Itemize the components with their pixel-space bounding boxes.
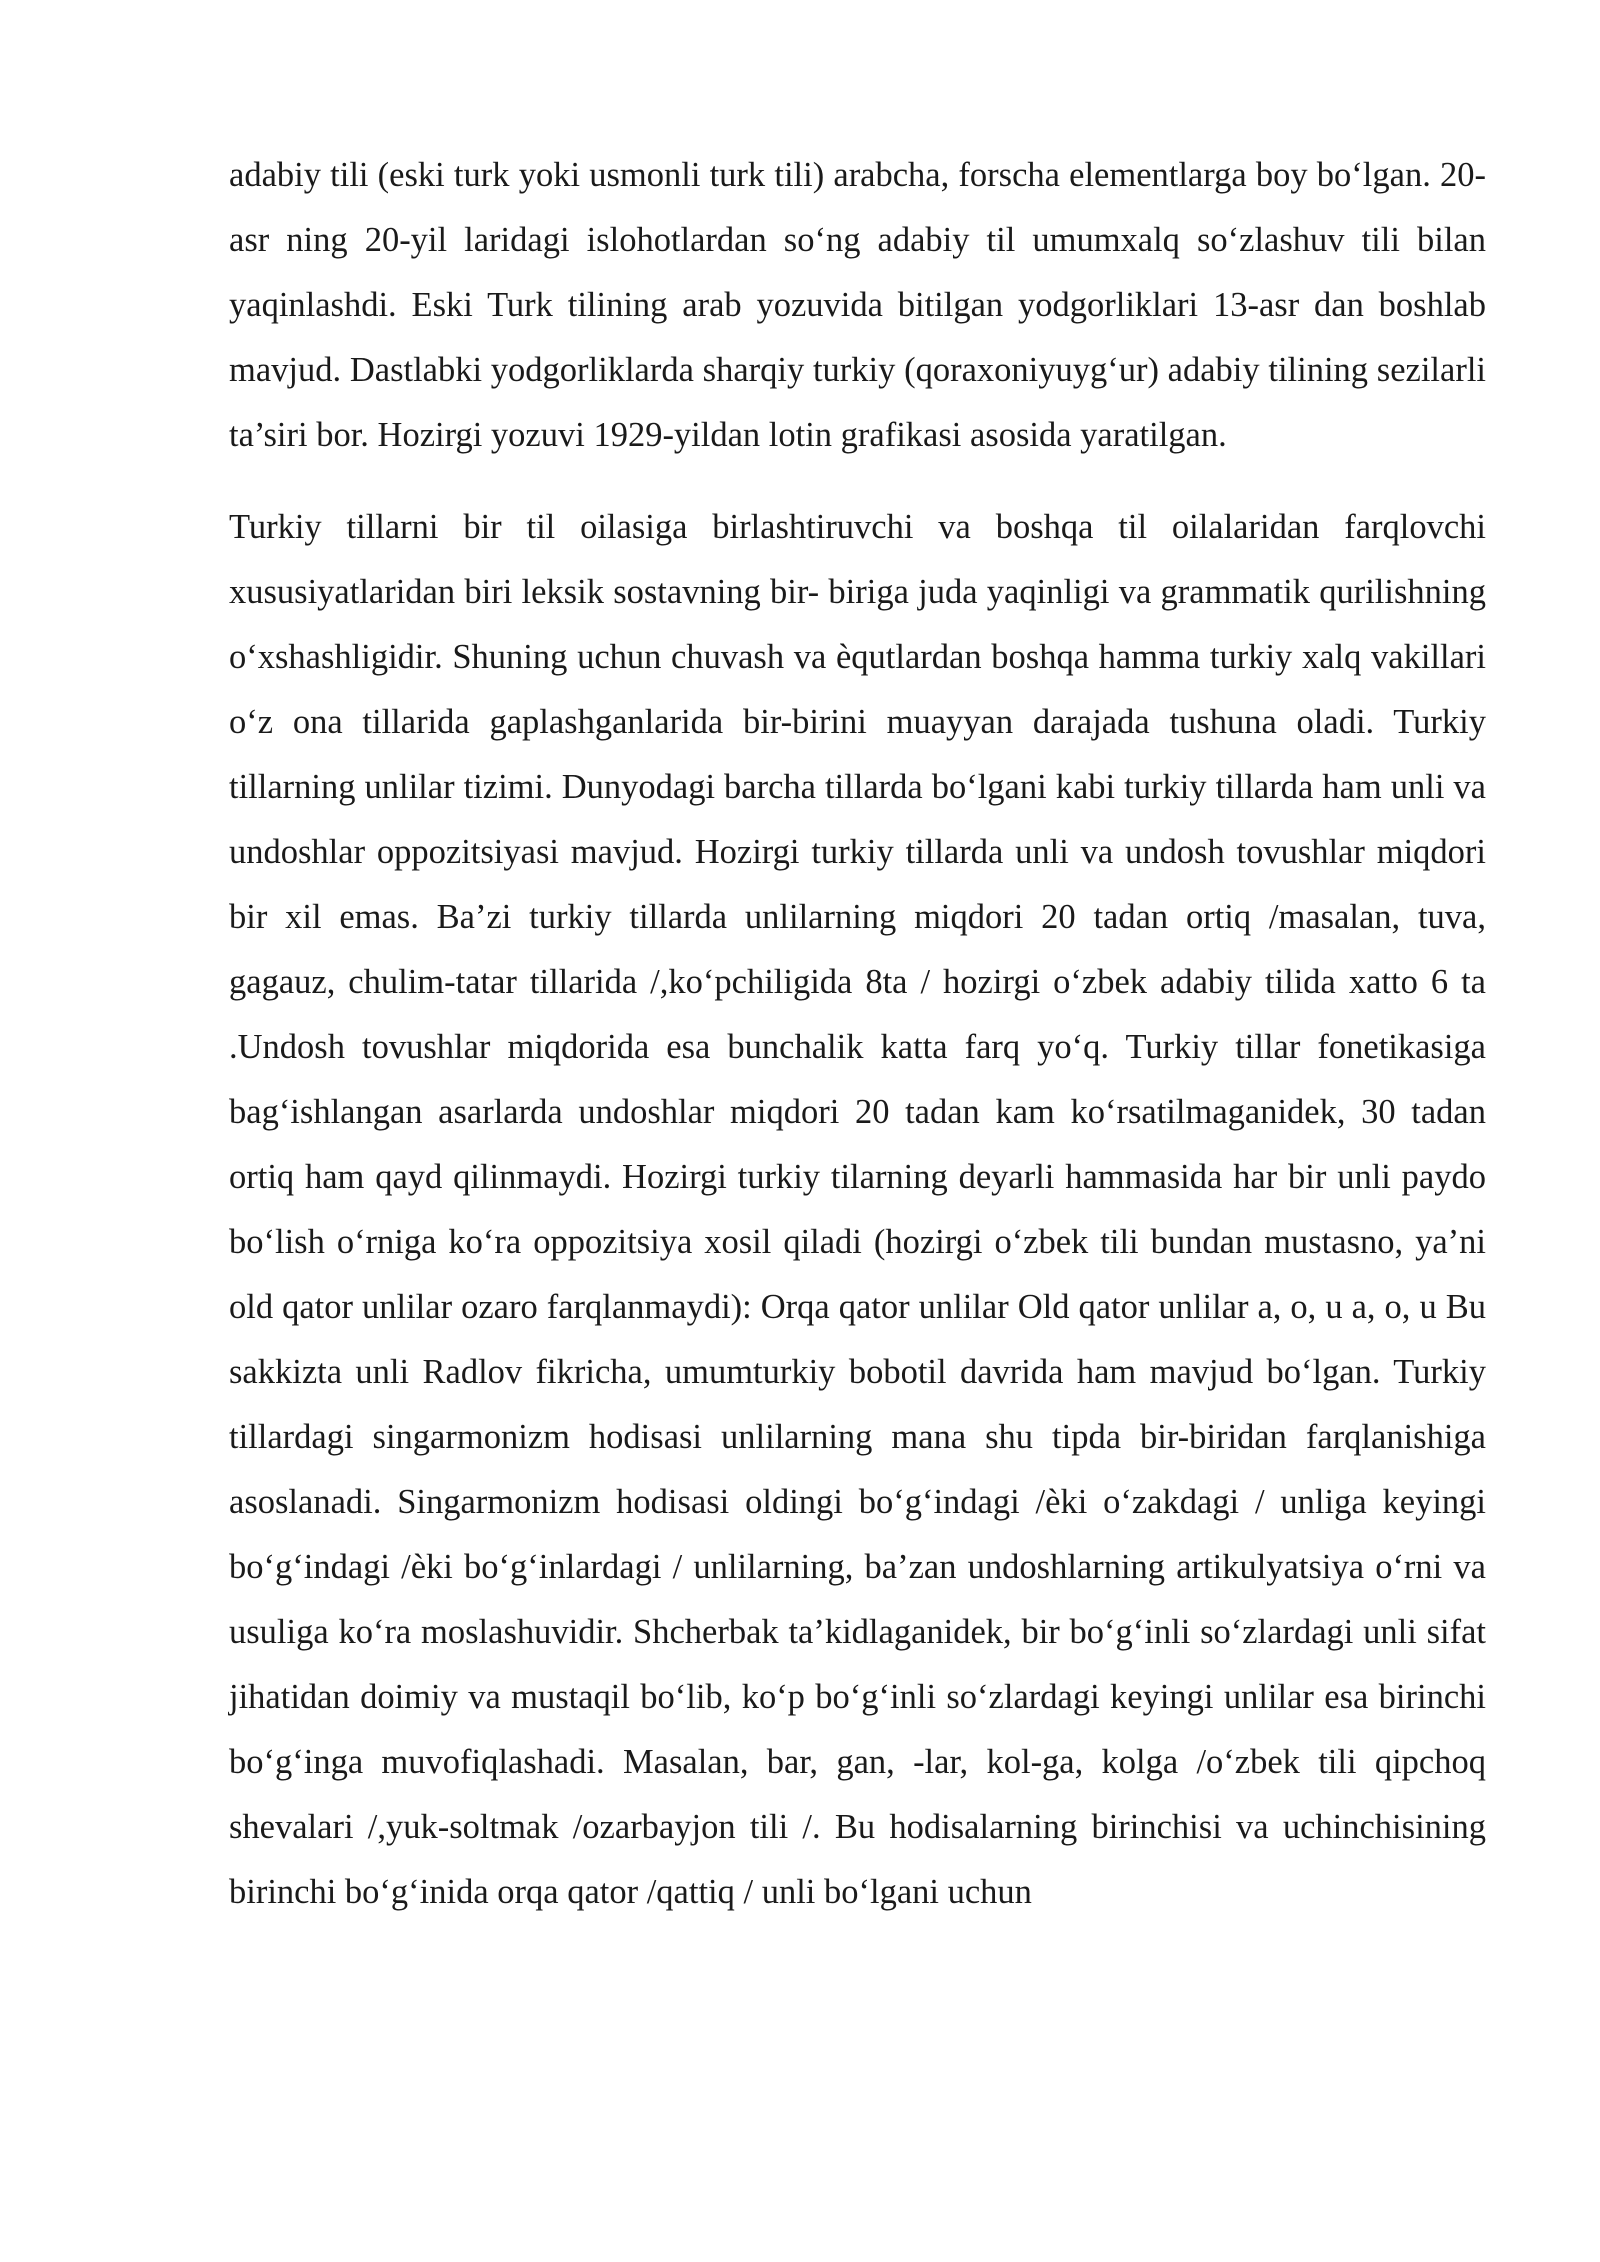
paragraph-1: adabiy tili (eski turk yoki usmonli turk tili) arabcha, forscha elementlarga boy bo‘lgan. 20-asr ning 20-yil laridagi islohotlardan so‘ng adabiy til umumxalq so‘zlashuv tili bilan yaqinlashdi. Eski Turk tilining arab yozuvida bitilgan yodgorliklari 13-asr dan boshlab mavjud. Dastlabki yodgorliklarda sharqiy turkiy (qoraxoniyuyg‘ur) adabiy tilining sezilarli ta’siri bor. Hozirgi yozuvi 1929-yildan lotin grafikasi asosida yaratilgan. <box>229 156 1486 454</box>
paragraph-2: Turkiy tillarni bir til oilasiga birlashtiruvchi va boshqa til oilalaridan farqlovchi xususiyatlaridan biri leksik sostavning bir- biriga juda yaqinligi va grammatik qurilishning o‘xshashligidir. Shuning uchun chuvash va èqutlardan boshqa hamma turkiy xalq vakillari o‘z ona tillarida gaplashganlarida bir-birini muayyan darajada tushuna oladi. Turkiy tillarning unlilar tizimi. Dunyodagi barcha tillarda bo‘lgani kabi turkiy tillarda ham unli va undoshlar oppozitsiyasi mavjud. Hozirgi turkiy tillarda unli va undosh tovushlar miqdori bir xil emas. Ba’zi turkiy tillarda unlilarning miqdori 20 tadan ortiq /masalan, tuva, gagauz, chulim-tatar tillarida /,ko‘pchiligida 8ta / hozirgi o‘zbek adabiy tilida xatto 6 ta .Undosh tovushlar miqdorida esa bunchalik katta farq yo‘q. Turkiy tillar fonetikasiga bag‘ishlangan asarlarda undoshlar miqdori 20 tadan kam ko‘rsatilmaganidek, 30 tadan ortiq ham qayd qilinmaydi. Hozirgi turkiy tilarning deyarli hammasida har bir unli paydo bo‘lish o‘rniga ko‘ra oppozitsiya xosil qiladi (hozirgi o‘zbek tili bundan mustasno, ya’ni old qator unlilar ozaro farqlanmaydi): Orqa qator unlilar Old qator unlilar a, o, u a, o, u Bu sakkizta unli Radlov fikricha, umumturkiy bobotil davrida ham mavjud bo‘lgan. Turkiy tillardagi singarmonizm hodisasi unlilarning mana shu tipda bir-biridan farqlanishiga asoslanadi. Singarmonizm hodisasi oldingi bo‘g‘indagi /èki o‘zakdagi / unliga keyingi bo‘g‘indagi /èki bo‘g‘inlardagi / unlilarning, ba’zan undoshlarning artikulyatsiya o‘rni va usuliga ko‘ra moslashuvidir. Shcherbak ta’kidlaganidek, bir bo‘g‘inli so‘zlardagi unli sifat jihatidan doimiy va mustaqil bo‘lib, ko‘p bo‘g‘inli so‘zlardagi keyingi unlilar esa birinchi bo‘g‘inga muvofiqlashadi. Masalan, bar, gan, -lar, kol-ga, kolga /o‘zbek tili qipchoq shevalari /,yuk-soltmak /ozarbayjon tili /. Bu hodisalarning birinchisi va uchinchisining birinchi bo‘g‘inida orqa qator /qattiq / unli bo‘lgani uchun <box>229 508 1486 1911</box>
document-page <box>229 143 1486 1925</box>
